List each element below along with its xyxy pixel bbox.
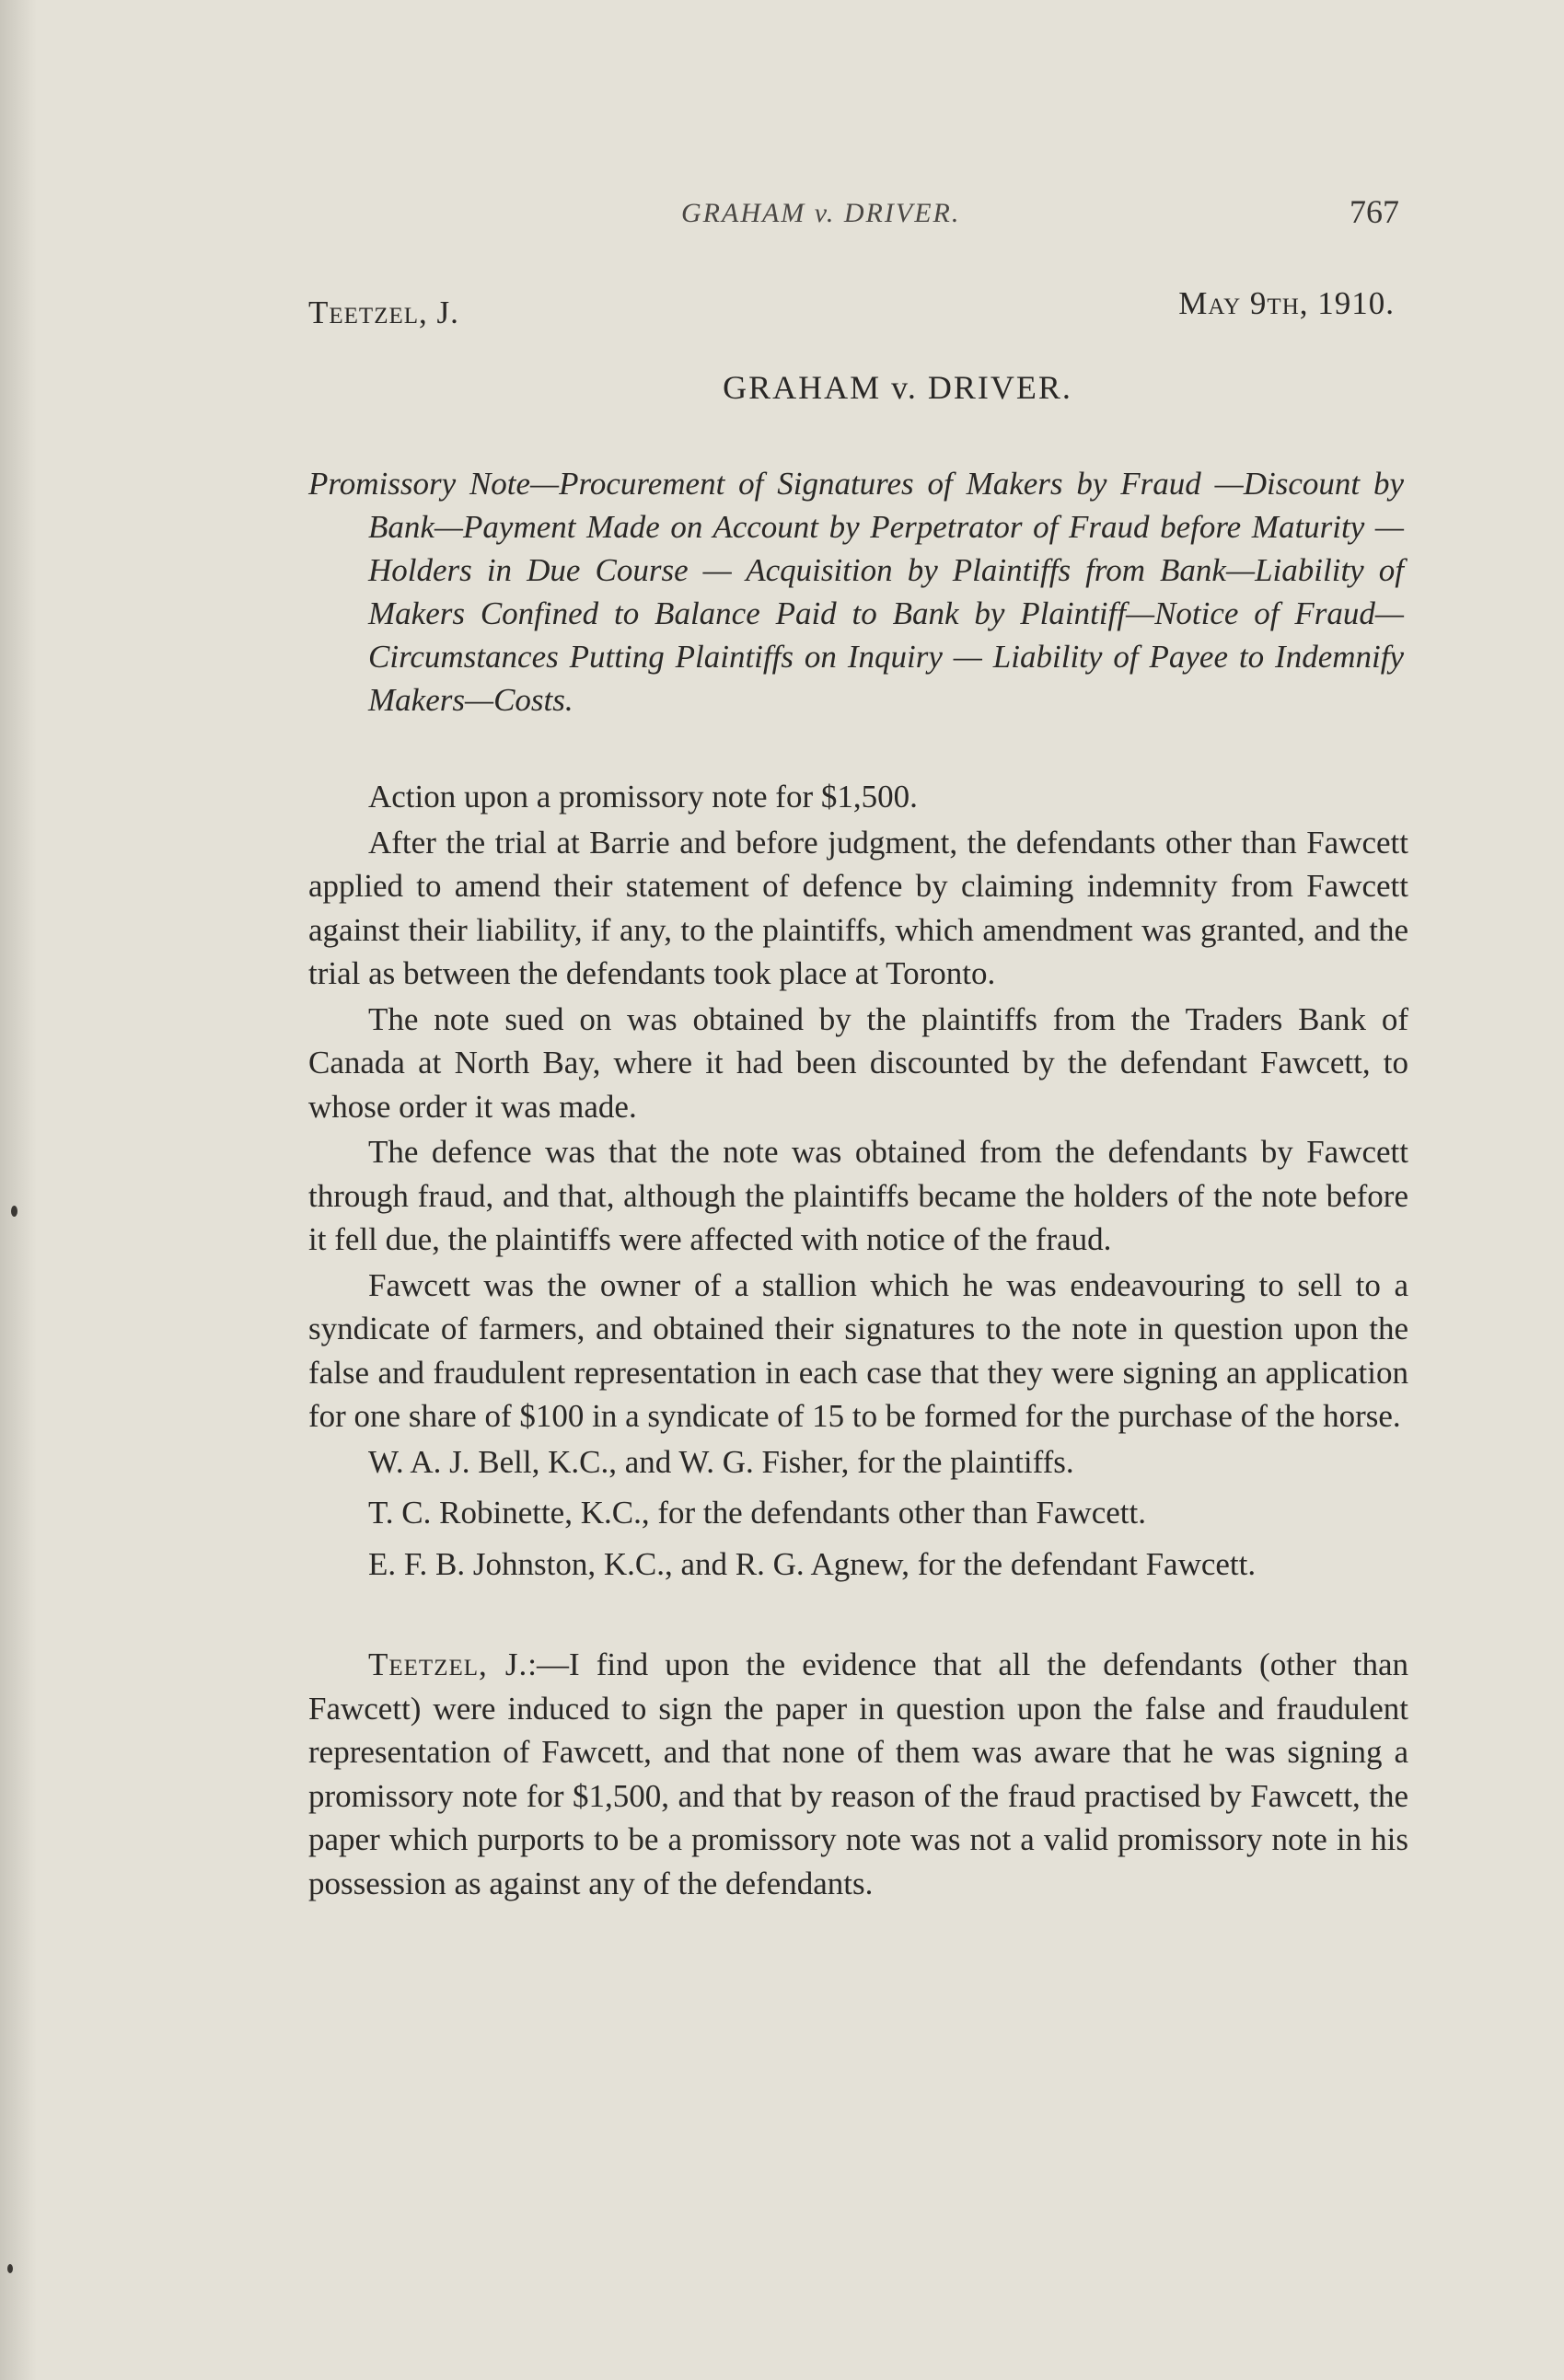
paragraph: Action upon a promissory note for $1,500.	[368, 779, 918, 815]
paragraph: Fawcett was the owner of a stallion which he was endeavouring to sell to a syndicate of farmers, and obtained their signatures to the note in question upon the false and fraudulent representation in each case that they were signing an application for one share of $100 in a syndicate of 15 to be formed for the purchase of the horse.	[308, 1266, 1408, 1434]
ink-speck	[7, 2264, 13, 2273]
running-head	[308, 189, 1431, 244]
opinion	[308, 1643, 1408, 1905]
counsel-line: W. A. J. Bell, K.C., and W. G. Fisher, for the plaintiffs.	[368, 1443, 1074, 1480]
headnote: Promissory Note—Procurement of Signatures of Makers by Fraud —Discount by Bank—Payment Made on Account by Perpetrator of Fraud before Maturity — Holders in Due Course — Acquisition by Plaintiffs from Bank—Liability of Makers Confined to Balance Paid to Bank by Plaintiff—Notice of Fraud—Circumstances Putting Plaintiffs on Inquiry — Liability of Payee to Indemnify Makers—Costs.	[308, 466, 1404, 718]
counsel-list	[308, 1440, 1408, 1587]
byline-judge: Teetzel, J.	[308, 295, 459, 330]
ink-speck	[11, 1206, 17, 1217]
opinion-paragraph	[308, 1643, 1408, 1905]
byline-date: May 9th, 1910.	[1178, 285, 1395, 321]
byline	[308, 285, 1431, 368]
counsel-line: E. F. B. Johnston, K.C., and R. G. Agnew, for the defendant Fawcett.	[368, 1545, 1257, 1582]
paragraph: The defence was that the note was obtained from the defendants by Fawcett through fraud, and that, although the plaintiffs became the holders of the note before it fell due, the plaintiffs were affected with notice of the fraud.	[308, 1134, 1408, 1257]
running-head-title: GRAHAM v. DRIVER.	[681, 198, 961, 228]
body-text	[308, 775, 1431, 1905]
case-title: GRAHAM v. DRIVER.	[723, 369, 1072, 406]
paragraph: After the trial at Barrie and before judgment, the defendants other than Fawcett applied to amend their statement of defence by claiming indemnity from Fawcett against their liability, if any, to the plaintiffs, which amendment was granted, and the trial as between the defendants took place at Toronto.	[308, 824, 1408, 991]
counsel-line: T. C. Robinette, K.C., for the defendants other than Fawcett.	[368, 1495, 1146, 1531]
book-page	[308, 189, 1431, 1907]
page-number: 767	[1350, 193, 1399, 230]
page-edge-shadow	[0, 0, 37, 2380]
opinion-judge: Teetzel, J.	[368, 1646, 528, 1682]
opinion-text: :—I find upon the evidence that all the defendants (other than Fawcett) were induced to sign the paper in question upon the false and fraudulent representation of Fawcett, and that none of them was aware that he was signing a promissory note for $1,500, and that by reason of the fraud practised by Fawcett, the paper which purports to be a promissory note was not a valid promissory note in his possession as against any of the defendants.	[308, 1646, 1408, 1901]
paragraph: The note sued on was obtained by the plaintiffs from the Traders Bank of Canada at North Bay, where it had been discounted by the defendant Fawcett, to whose order it was made.	[308, 1000, 1408, 1125]
